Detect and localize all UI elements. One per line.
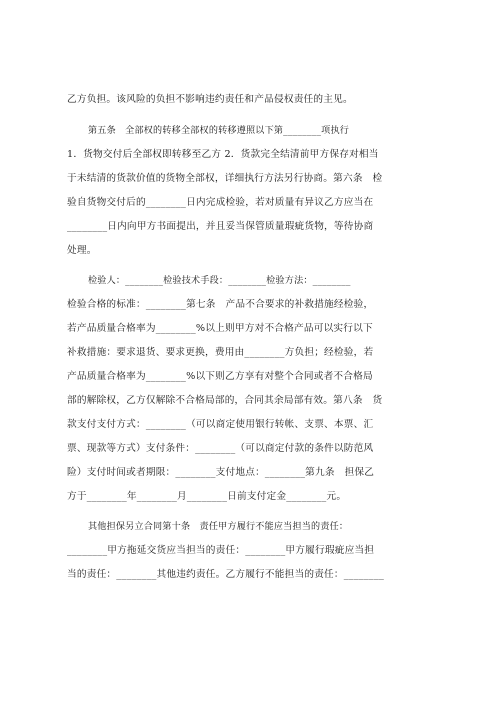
text-line-3: 1．货物交付后全部权即转移至乙方 2．货款完全结清前甲方保存对相当 <box>67 149 379 160</box>
text-line-8: 检验人：________检验技术手段：________检验方法：________ <box>88 276 351 286</box>
text-line-2: 第五条 全部权的转移全部权的转移遵照以下第________项执行 <box>88 126 350 136</box>
text-line-11: 补救措施：要求退货、要求更换，费用由________方负担；经检验，若 <box>67 347 374 358</box>
text-line-13: 部的解除权，乙方仅解除不合格局部的，合同其余局部有效。第八条 货 <box>67 395 383 406</box>
text-line-9: 检验合格的标准：________第七条 产品不合要求的补救措施经检验， <box>67 299 374 310</box>
text-line-5: 验自货物交付后的________日内完成检验，若对质量有异议乙方应当在 <box>67 197 374 208</box>
text-line-15: 票、现款等方式）支付条件：________（可以商定付款的条件以防范风 <box>67 443 374 454</box>
text-line-6: ________日内向甲方书面提出，并且妥当保管质量瑕疵货物，等待协商 <box>67 221 374 232</box>
text-line-1: 乙方负担。该风险的负担不影响违约责任和产品侵权责任的主见。 <box>67 94 353 105</box>
text-line-16: 险）支付时间或者期限：________支付地点：________第九条 担保乙 <box>67 467 375 478</box>
text-line-18: 其他担保另立合同第十条 责任甲方履行不能应当担当的责任： <box>88 522 349 532</box>
text-line-17: 方于________年________月________日前支付定金________元。 <box>67 491 347 502</box>
text-line-4: 于未结清的货款价值的货物全部权，详细执行方法另行协商。第六条 检 <box>67 173 383 184</box>
text-line-20: 当的责任：________其他违约责任。乙方履行不能担当的责任：________ <box>67 569 384 580</box>
text-line-12: 产品质量合格率为________%以下则乙方享有对整个合同或者不合格局 <box>67 371 373 382</box>
text-line-19: ________甲方拖延交货应当担当的责任：________甲方履行瑕疵应当担 <box>67 545 375 556</box>
text-line-10: 若产品质量合格率为________%以上则甲方对不合格产品可以实行以下 <box>67 323 373 334</box>
text-line-7: 处理。 <box>67 245 97 256</box>
text-line-14: 款支付支付方式：________（可以商定使用银行转帐、支票、本票、汇 <box>67 419 374 430</box>
